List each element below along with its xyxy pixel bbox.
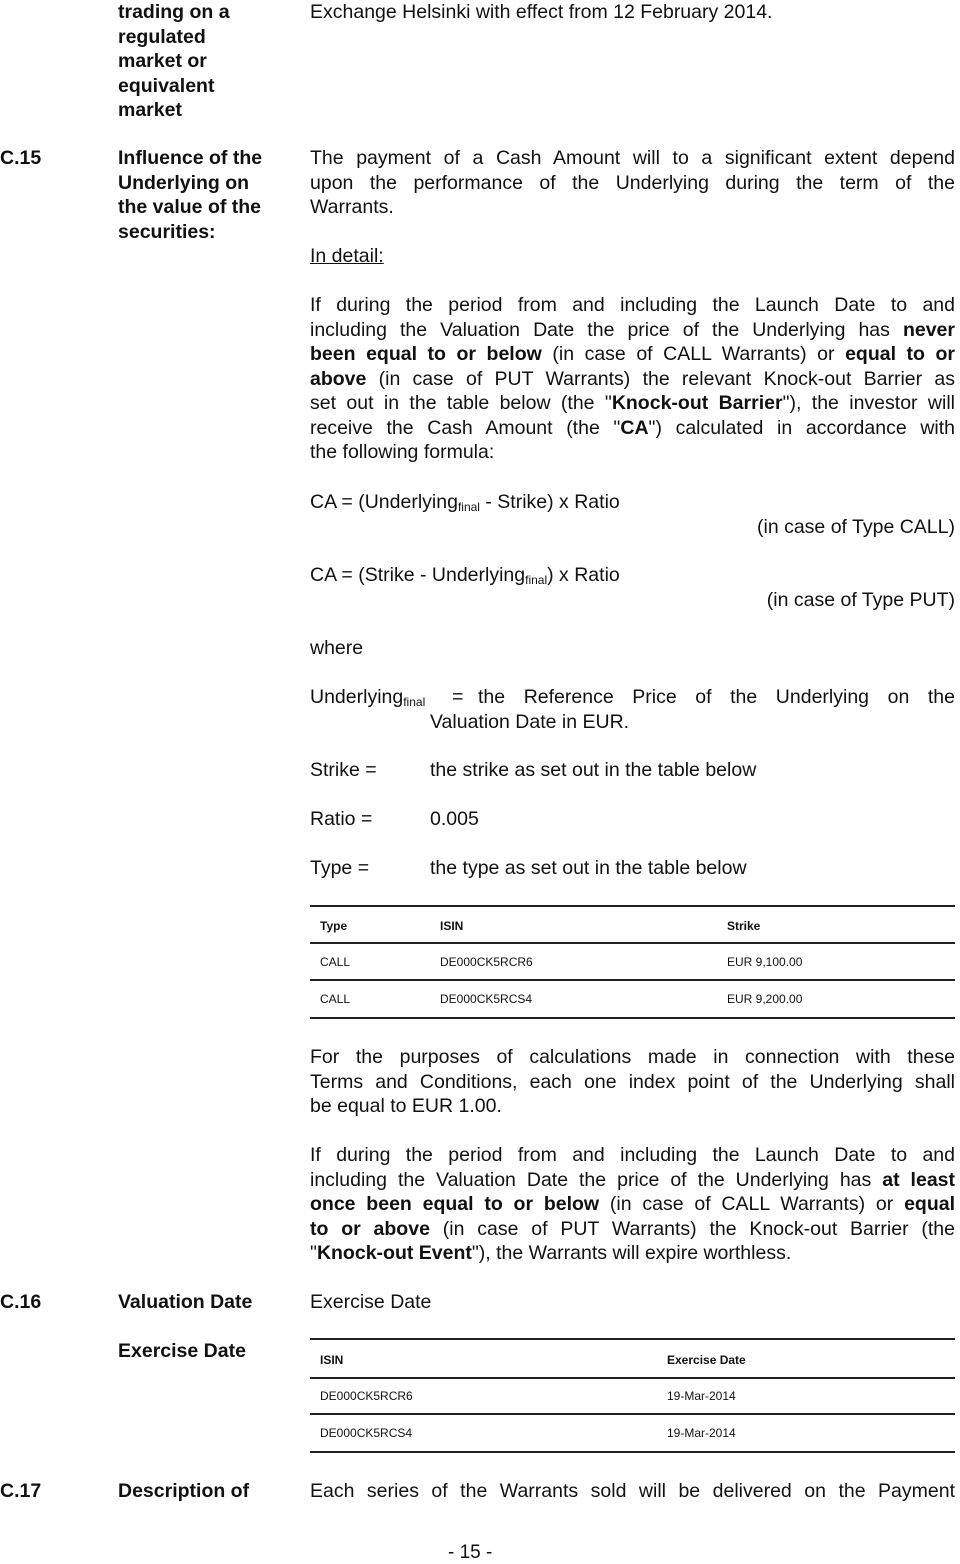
c14-title: trading on a regulated market or equivalent market — [118, 1, 230, 121]
table-header-rule — [310, 1377, 955, 1379]
table-header-type: Type — [320, 919, 348, 933]
page-number: - 15 - — [448, 1542, 493, 1563]
c16-content: Exercise Date — [310, 1291, 432, 1313]
knockout-event-paragraph: If during the period from and including the Launch Date to and including the Valuation Date the price of the Underlying has at least once been equal to or below (in case of CALL Warrants) or equal to or above (in case of PUT Warrants) the Knock-out Barrier (the "Knock-out Event"), the Warrants will expire worthless. — [310, 1144, 956, 1264]
table-top-rule — [310, 905, 955, 907]
exercise-date-table — [310, 1338, 955, 1458]
table-row: DE000CK5RCS4 19-Mar-2014 — [320, 1426, 736, 1440]
index-point-paragraph: For the purposes of calculations made in connection with these Terms and Conditions, each one index point of the Underlying shall be equal to EUR 1.00. — [310, 1046, 955, 1117]
ratio-term: Ratio = — [310, 808, 373, 830]
c15-intro: The payment of a Cash Amount will to a significant extent depend upon the performance of the Underlying during the term of the Warrants. — [310, 147, 955, 218]
underlying-final-definition-line2: Valuation Date in EUR. — [430, 711, 630, 733]
table-row: CALL DE000CK5RCS4 EUR 9,200.00 — [320, 992, 803, 1006]
c17-title: Description of — [118, 1480, 250, 1502]
table-header-rule — [310, 942, 955, 944]
formula-call-note: (in case of Type CALL) — [757, 516, 955, 538]
knockout-paragraph: If during the period from and including the Launch Date to and including the Valuation Date the price of the Underlying has never been equal to or below (in case of CALL Warrants) or equal to or above (in case of PUT Warrants) the relevant Knock-out Barrier as set out in the table below (the "Knock-out Barrier"), the investor will receive the Cash Amount (the "CA") calculated in accordance with the following formula: — [310, 294, 956, 463]
strike-term: Strike = — [310, 759, 377, 781]
c15-title: Influence of the Underlying on the value of the securities: — [118, 147, 263, 243]
underlying-final-term: Underlying$_{final}$ — [310, 686, 426, 709]
formula-call: CA = (Underlying$_{final}$ - Strike) x Ratio — [310, 491, 620, 514]
c16-title: Valuation Date — [118, 1291, 253, 1313]
table-header-isin: ISIN — [440, 919, 464, 933]
table-top-rule — [310, 1338, 955, 1340]
in-detail-heading: In detail: — [310, 245, 384, 267]
table-bottom-rule — [310, 1451, 955, 1453]
formula-put-note: (in case of Type PUT) — [766, 589, 955, 611]
formula-put: CA = (Strike - Underlying$_{final}$) x Ratio — [310, 564, 620, 587]
table-row-rule — [310, 1413, 955, 1415]
c16-number: C.16 — [0, 1291, 42, 1313]
c15-number: C.15 — [0, 147, 42, 169]
strike-definition: the strike as set out in the table below — [430, 759, 757, 781]
table-header-isin: ISIN — [320, 1353, 344, 1367]
ratio-definition: 0.005 — [430, 808, 479, 830]
type-definition: the type as set out in the table below — [430, 857, 747, 879]
c17-number: C.17 — [0, 1480, 42, 1502]
table-row-rule — [310, 979, 955, 981]
where-label: where — [310, 637, 364, 659]
table-row: DE000CK5RCR6 19-Mar-2014 — [320, 1389, 736, 1403]
c14-content: Exchange Helsinki with effect from 12 February 2014. — [310, 1, 773, 23]
table-header-exercise-date: Exercise Date — [667, 1353, 746, 1367]
type-term: Type = — [310, 857, 370, 879]
table-bottom-rule — [310, 1017, 955, 1019]
table-header-strike: Strike — [727, 919, 761, 933]
underlying-final-definition: the Reference Price of the Underlying on the — [478, 686, 955, 708]
c17-content: Each series of the Warrants sold will be delivered on the Payment — [310, 1480, 955, 1502]
table-row: CALL DE000CK5RCR6 EUR 9,100.00 — [320, 955, 803, 969]
strike-table — [310, 905, 955, 1025]
c16-subtitle: Exercise Date — [118, 1340, 246, 1362]
underlying-final-eq: = — [452, 686, 464, 708]
